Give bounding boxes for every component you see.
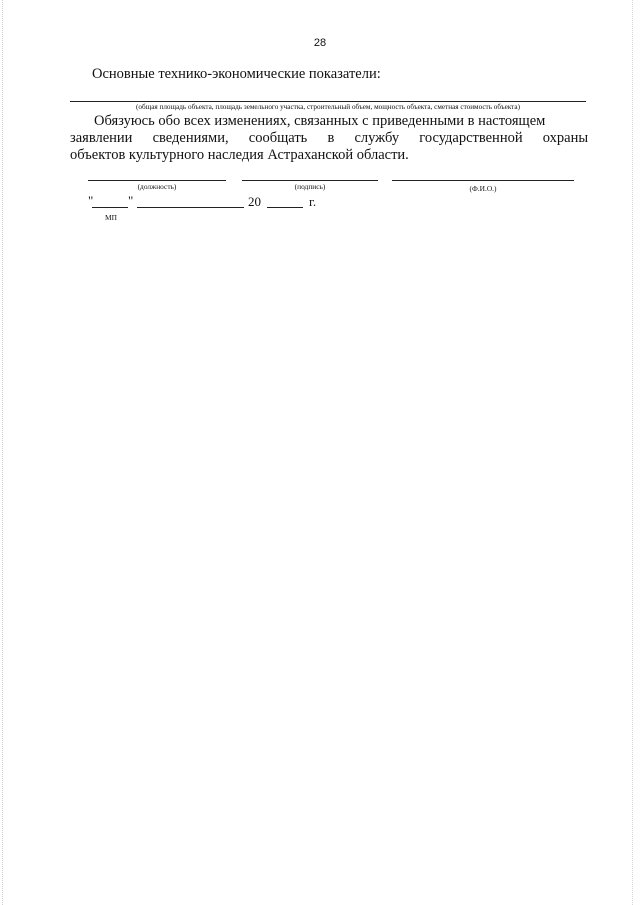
date-close-quote: " [128,193,134,208]
word: в [327,130,335,146]
position-label: (должность) [137,182,177,191]
signature-label: (подпись) [294,182,326,191]
indicators-label: Основные технико-экономические показатели: [92,66,381,82]
month-blank-line [137,207,244,208]
scan-edge-right [632,0,636,905]
position-blank-line [88,180,226,181]
date-open-quote: " [88,193,94,208]
date-century: 20 [248,194,261,209]
indicators-blank-line [70,101,586,102]
word: государственной [419,130,523,146]
word: сведениями, [152,130,229,146]
obligation-line-3: объектов культурного наследия Астраханской области. [70,147,409,163]
word: охраны [542,130,589,146]
indicators-caption: (общая площадь объекта, площадь земельного участка, строительный объем, мощность объекта, сметная стоимость объекта) [136,103,520,111]
stamp-label: МП [105,213,117,222]
date-year-suffix: г. [309,194,317,209]
day-blank-line [92,207,128,208]
word: заявлении [70,130,133,146]
name-blank-line [392,180,574,181]
obligation-paragraph [70,113,588,164]
signature-blank-line [242,180,378,181]
page-number: 28 [313,37,327,49]
obligation-line-2 [70,130,588,147]
scan-edge-left [2,0,6,905]
obligation-line-1: Обязуюсь обо всех изменениях, связанных с приведенными в настоящем [94,113,546,129]
word: сообщать [248,130,308,146]
year-blank-line [267,207,303,208]
name-label: (Ф.И.О.) [469,184,497,193]
word: службу [354,130,400,146]
